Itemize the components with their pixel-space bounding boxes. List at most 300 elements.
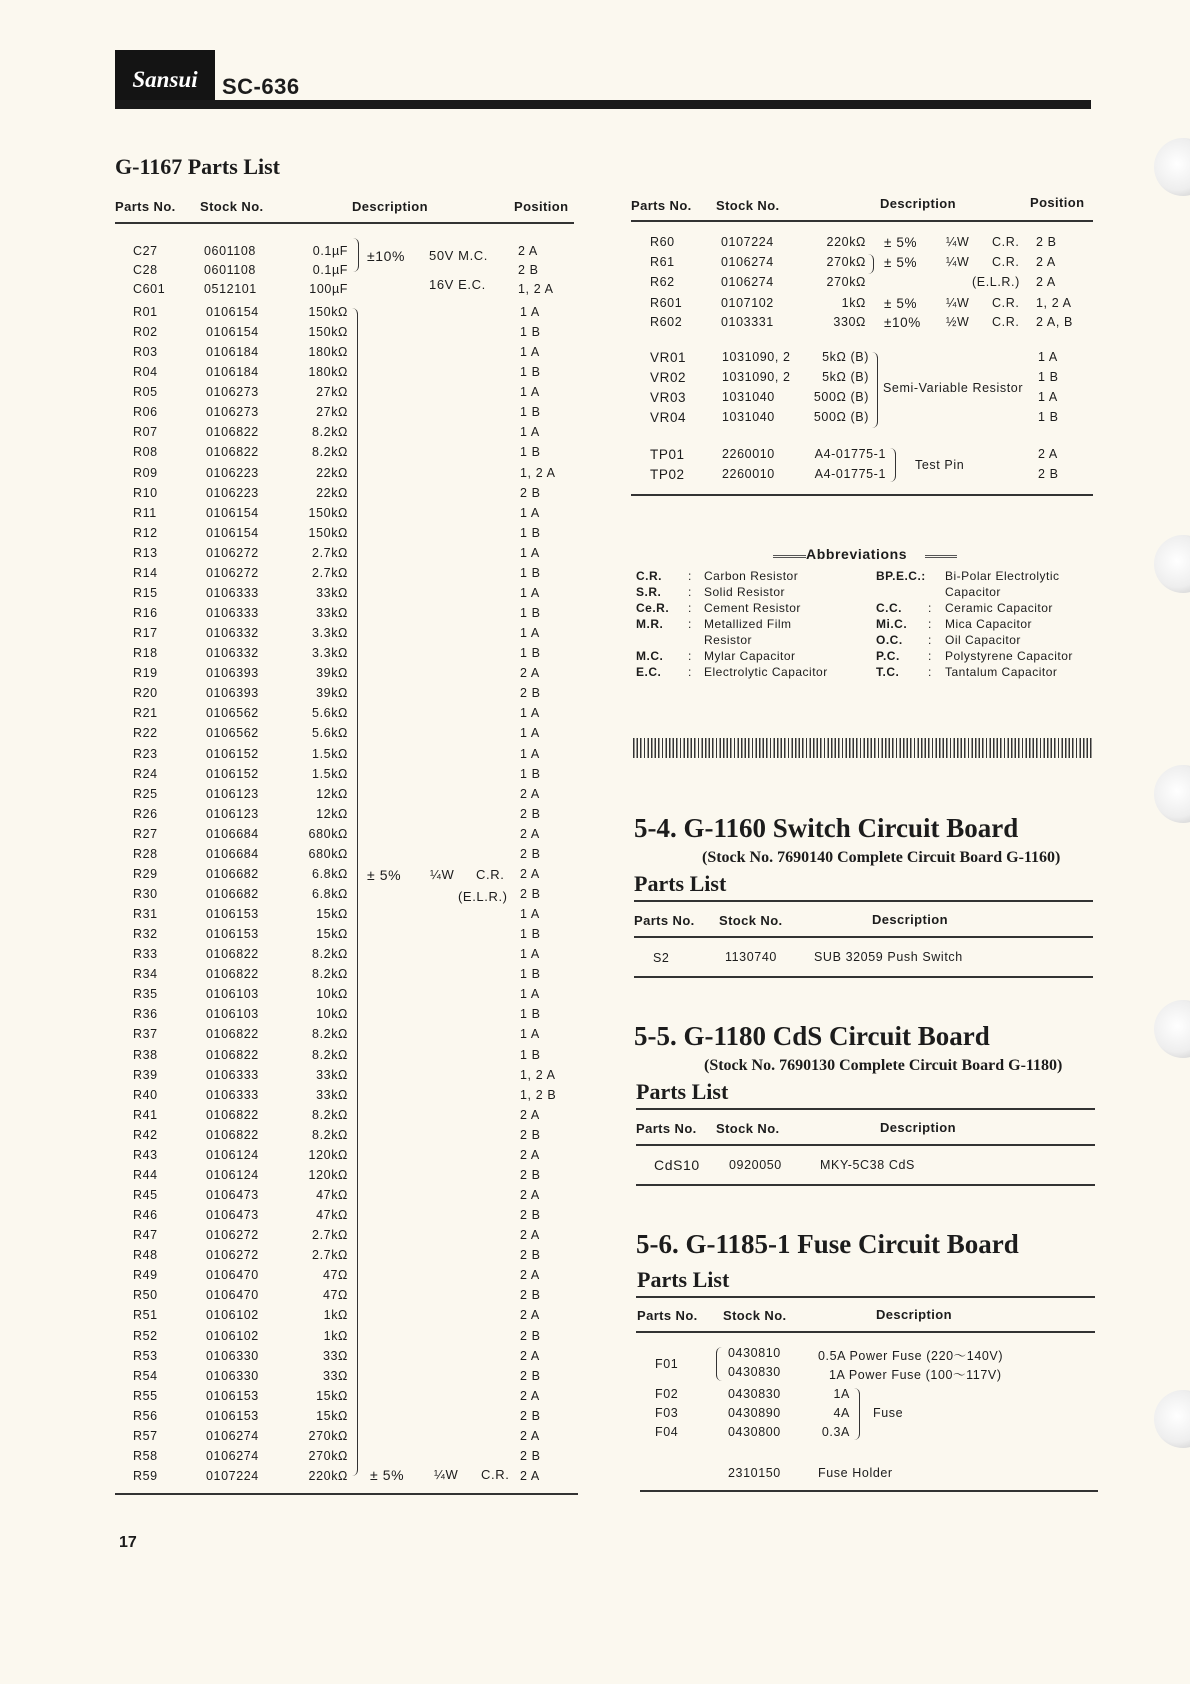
- value: 1kΩ: [323, 1329, 348, 1343]
- resistor-group-brace: [352, 308, 358, 1476]
- position: 2 B: [520, 686, 541, 700]
- stock-no: 0106822: [206, 947, 259, 961]
- part-no: R27: [133, 827, 158, 841]
- value: 33Ω: [322, 1349, 348, 1363]
- type: C.R.: [992, 235, 1020, 249]
- table-rule: [636, 1296, 1095, 1298]
- wattage: ¼W: [946, 235, 970, 249]
- value: 8.2kΩ: [312, 1048, 348, 1062]
- s55-desc: MKY-5C38 CdS: [820, 1158, 915, 1172]
- s56-title: 5-6. G-1185-1 Fuse Circuit Board: [636, 1229, 1019, 1259]
- res-group-elr: (E.L.R.): [458, 889, 508, 904]
- part-no: R52: [133, 1329, 158, 1343]
- part-no: R01: [133, 305, 158, 319]
- stock-no: 0106102: [206, 1329, 259, 1343]
- table-rule: [636, 1331, 1095, 1333]
- wattage: ¼W: [946, 296, 970, 310]
- stock-no: 0106273: [206, 385, 259, 399]
- value: 39kΩ: [316, 686, 348, 700]
- stock-no: 0106272: [206, 546, 259, 560]
- tolerance: ± 5%: [884, 235, 918, 250]
- value: 6.8kΩ: [312, 887, 348, 901]
- type: C.R.: [992, 315, 1020, 329]
- abbr-text: Ceramic Capacitor: [945, 601, 1053, 615]
- stock-no: 0106123: [206, 787, 259, 801]
- value: 150kΩ: [308, 506, 348, 520]
- value: 33kΩ: [316, 606, 348, 620]
- stock-no: 0106822: [206, 1128, 259, 1142]
- stock-no: 0106272: [206, 566, 259, 580]
- stock-no: 0106274: [206, 1449, 259, 1463]
- abbr-code: S.R.: [636, 585, 662, 599]
- part-no: R18: [133, 646, 158, 660]
- abbr-colon: :: [688, 649, 692, 663]
- part-no: C27: [133, 244, 158, 258]
- abbr-colon: :: [928, 665, 932, 679]
- s55-col-parts-no: Parts No.: [636, 1121, 697, 1136]
- value: 39kΩ: [316, 666, 348, 680]
- s54-col-description: Description: [872, 912, 948, 927]
- stock-no: 0106332: [206, 646, 259, 660]
- part-no: R47: [133, 1228, 158, 1242]
- col-description: Description: [352, 199, 428, 214]
- position: 1 B: [520, 927, 541, 941]
- fuse-brace: [854, 1388, 860, 1440]
- abbr-code: O.C.: [876, 633, 903, 647]
- value: 15kΩ: [316, 907, 348, 921]
- part-no: TP01: [650, 447, 685, 462]
- s56-col-parts-no: Parts No.: [637, 1308, 698, 1323]
- value: 220kΩ: [826, 235, 866, 249]
- value: 8.2kΩ: [312, 1027, 348, 1041]
- value: 8.2kΩ: [312, 425, 348, 439]
- part-no: R32: [133, 927, 158, 941]
- value: 1kΩ: [323, 1308, 348, 1322]
- position: 1 B: [1038, 410, 1059, 424]
- position: 2 B: [520, 1449, 541, 1463]
- part-no: R24: [133, 767, 158, 781]
- r61-r62-brace: [868, 254, 874, 274]
- value: A4-01775-1: [814, 467, 886, 481]
- position: 2 B: [520, 1128, 541, 1142]
- part-no: R28: [133, 847, 158, 861]
- stock-no: 0103331: [721, 315, 774, 329]
- value: 150kΩ: [308, 305, 348, 319]
- value: 5kΩ (B): [822, 370, 869, 384]
- stock-no: 0430830: [728, 1387, 781, 1401]
- stock-no: 0106470: [206, 1268, 259, 1282]
- stock-no: 0106682: [206, 867, 259, 881]
- abbr-text: Cement Resistor: [704, 601, 801, 615]
- stock-no: 0106333: [206, 606, 259, 620]
- stock-no: 0106103: [206, 987, 259, 1001]
- stock-no: 0107224: [721, 235, 774, 249]
- position: 1, 2 A: [518, 282, 554, 296]
- position: 2 A: [520, 787, 540, 801]
- rt-col-position: Position: [1030, 195, 1085, 210]
- holder-stock: 2310150: [728, 1466, 781, 1480]
- value: 27kΩ: [316, 405, 348, 419]
- position: 1 A: [520, 747, 540, 761]
- value: 1.5kΩ: [312, 747, 348, 761]
- value: 47kΩ: [316, 1188, 348, 1202]
- part-no: R60: [650, 235, 675, 249]
- part-no: R50: [133, 1288, 158, 1302]
- sansui-logo: Sansui: [115, 50, 215, 100]
- f01-stock-2: 0430830: [728, 1365, 781, 1379]
- position: 1, 2 A: [520, 1068, 556, 1082]
- part-no: R48: [133, 1248, 158, 1262]
- wattage: ¼W: [946, 255, 970, 269]
- position: 1 B: [520, 1007, 541, 1021]
- position: 2 B: [518, 263, 539, 277]
- r59-type: C.R.: [481, 1467, 510, 1482]
- f01-desc-1: 0.5A Power Fuse (220～140V): [818, 1349, 1004, 1363]
- page-number: 17: [119, 1534, 137, 1551]
- abbr-code: C.R.: [636, 569, 662, 583]
- s55-stock: 0920050: [729, 1158, 782, 1172]
- f01-part: F01: [655, 1357, 679, 1371]
- stock-no: 1031090, 2: [722, 350, 791, 364]
- r59-tolerance: ± 5%: [370, 1467, 405, 1483]
- table-rule: [631, 220, 1093, 222]
- table-rule: [636, 1184, 1095, 1186]
- value: 150kΩ: [308, 325, 348, 339]
- part-no: TP02: [650, 467, 685, 482]
- stock-no: 0106184: [206, 345, 259, 359]
- value: 270kΩ: [826, 255, 866, 269]
- part-no: R59: [133, 1469, 158, 1483]
- stock-no: 2260010: [722, 467, 775, 481]
- stock-no: 0106154: [206, 325, 259, 339]
- value: 150kΩ: [308, 526, 348, 540]
- value: 2.7kΩ: [312, 1248, 348, 1262]
- value: 2.7kΩ: [312, 566, 348, 580]
- value: 2.7kΩ: [312, 1228, 348, 1242]
- stock-no: 0106272: [206, 1228, 259, 1242]
- position: 2 B: [520, 1288, 541, 1302]
- stock-no: 0106822: [206, 1048, 259, 1062]
- res-group-wattage: ¼W: [430, 867, 455, 882]
- s54-stock: 1130740: [725, 950, 777, 964]
- part-no: R39: [133, 1068, 158, 1082]
- position: 2 A: [520, 1349, 540, 1363]
- part-no: R29: [133, 867, 158, 881]
- s54-title: 5-4. G-1160 Switch Circuit Board: [634, 813, 1019, 843]
- part-no: R15: [133, 586, 158, 600]
- abbr-text: Tantalum Capacitor: [945, 665, 1058, 679]
- abbr-deco-right: [925, 555, 957, 558]
- abbr-code: M.C.: [636, 649, 664, 663]
- stock-no: 0106333: [206, 1088, 259, 1102]
- abbr-colon: :: [688, 585, 692, 599]
- abbr-deco-left: [773, 555, 806, 558]
- stock-no: 0430800: [728, 1425, 781, 1439]
- position: 1 A: [520, 345, 540, 359]
- fuse-description: Fuse: [873, 1406, 904, 1420]
- stock-no: 0106223: [206, 486, 259, 500]
- value: 270kΩ: [308, 1429, 348, 1443]
- part-no: R20: [133, 686, 158, 700]
- s56-col-stock-no: Stock No.: [723, 1308, 787, 1323]
- value: 270kΩ: [308, 1449, 348, 1463]
- res-group-type: C.R.: [476, 867, 505, 882]
- position: 2 A: [1038, 447, 1058, 461]
- position: 1, 2 A: [520, 466, 556, 480]
- r59-wattage: ¼W: [434, 1467, 459, 1482]
- abbr-text: Carbon Resistor: [704, 569, 799, 583]
- position: 1 A: [520, 425, 540, 439]
- position: 2 B: [1038, 467, 1059, 481]
- s56-parts-list: Parts List: [637, 1267, 730, 1292]
- abbr-colon: :: [928, 617, 932, 631]
- position: 1 B: [520, 767, 541, 781]
- value: 1A: [833, 1387, 850, 1401]
- part-no: R58: [133, 1449, 158, 1463]
- abbr-code: BP.E.C.:: [876, 569, 926, 583]
- abbr-colon: :: [688, 617, 692, 631]
- stock-no: 0106153: [206, 1389, 259, 1403]
- part-no: R05: [133, 385, 158, 399]
- stock-no: 0106274: [721, 275, 774, 289]
- position: 1 B: [520, 646, 541, 660]
- stock-no: 0106274: [206, 1429, 259, 1443]
- part-no: R62: [650, 275, 675, 289]
- table-rule: [634, 936, 1093, 938]
- stock-no: 0106152: [206, 747, 259, 761]
- part-no: R03: [133, 345, 158, 359]
- position: 2 B: [520, 1168, 541, 1182]
- value: 120kΩ: [308, 1168, 348, 1182]
- value: 5kΩ (B): [822, 350, 869, 364]
- position: 1 A: [520, 586, 540, 600]
- abbr-colon: :: [688, 601, 692, 615]
- s54-desc: SUB 32059 Push Switch: [814, 950, 963, 964]
- part-no: R07: [133, 425, 158, 439]
- part-no: R42: [133, 1128, 158, 1142]
- position: 2 B: [520, 807, 541, 821]
- abbr-colon: :: [688, 569, 692, 583]
- table-rule: [115, 1493, 578, 1495]
- type: C.R.: [992, 296, 1020, 310]
- position: 2 B: [520, 847, 541, 861]
- position: 2 B: [520, 1369, 541, 1383]
- caps-brace: [352, 238, 359, 272]
- value: 22kΩ: [316, 486, 348, 500]
- col-position: Position: [514, 199, 569, 214]
- abbr-code: E.C.: [636, 665, 662, 679]
- value: 330Ω: [833, 315, 866, 329]
- value: 5.6kΩ: [312, 706, 348, 720]
- s55-part: CdS10: [654, 1157, 700, 1173]
- value: 12kΩ: [316, 787, 348, 801]
- position: 2 B: [520, 1409, 541, 1423]
- part-no: R10: [133, 486, 158, 500]
- value: A4-01775-1: [814, 447, 886, 461]
- part-no: R22: [133, 726, 158, 740]
- position: 2 A: [520, 1188, 540, 1202]
- value: 500Ω (B): [813, 410, 869, 424]
- value: 500Ω (B): [813, 390, 869, 404]
- position: 2 A: [520, 1148, 540, 1162]
- value: 15kΩ: [316, 1409, 348, 1423]
- tolerance: ± 5%: [884, 255, 918, 270]
- position: 1 B: [520, 325, 541, 339]
- stock-no: 0106123: [206, 807, 259, 821]
- position: 1 A: [520, 546, 540, 560]
- stock-no: 0106272: [206, 1248, 259, 1262]
- g1167-title: G-1167 Parts List: [115, 154, 280, 179]
- value: 10kΩ: [316, 1007, 348, 1021]
- abbr-text: Resistor: [704, 633, 753, 647]
- part-no: R53: [133, 1349, 158, 1363]
- position: 1 A: [520, 907, 540, 921]
- abbr-code: T.C.: [876, 665, 900, 679]
- position: 2 B: [520, 1248, 541, 1262]
- header-bar: [115, 100, 1091, 109]
- position: 1 B: [520, 365, 541, 379]
- s54-col-stock-no: Stock No.: [719, 913, 783, 928]
- stock-no: 0106822: [206, 1108, 259, 1122]
- part-no: R55: [133, 1389, 158, 1403]
- abbr-code: C.C.: [876, 601, 902, 615]
- part-no: R09: [133, 466, 158, 480]
- holder-desc: Fuse Holder: [818, 1466, 893, 1480]
- value: 8.2kΩ: [312, 1128, 348, 1142]
- part-no: R44: [133, 1168, 158, 1182]
- position: 1 A: [520, 385, 540, 399]
- table-rule: [636, 1144, 1095, 1146]
- abbr-text: Capacitor: [945, 585, 1001, 599]
- col-parts-no: Parts No.: [115, 199, 176, 214]
- value: 47Ω: [322, 1268, 348, 1282]
- s55-col-stock-no: Stock No.: [716, 1121, 780, 1136]
- s54-col-parts-no: Parts No.: [634, 913, 695, 928]
- position: 1 B: [520, 405, 541, 419]
- value: 6.8kΩ: [312, 867, 348, 881]
- abbr-text: Mica Capacitor: [945, 617, 1033, 631]
- position: 1 A: [520, 1027, 540, 1041]
- part-no: R14: [133, 566, 158, 580]
- stock-no: 0106153: [206, 927, 259, 941]
- part-no: R12: [133, 526, 158, 540]
- part-no: R17: [133, 626, 158, 640]
- value: 22kΩ: [316, 466, 348, 480]
- position: 2 A, B: [1036, 315, 1073, 329]
- part-no: VR03: [650, 390, 687, 405]
- position: 2 A: [520, 1429, 540, 1443]
- stock-no: 0106330: [206, 1349, 259, 1363]
- value: 33Ω: [322, 1369, 348, 1383]
- position: 1 A: [520, 506, 540, 520]
- stock-no: 0106154: [206, 526, 259, 540]
- part-no: R06: [133, 405, 158, 419]
- abbr-colon: :: [928, 633, 932, 647]
- stock-no: 0106393: [206, 666, 259, 680]
- vr-brace: [872, 352, 878, 428]
- position: 1 A: [520, 706, 540, 720]
- abbr-text: Polystyrene Capacitor: [945, 649, 1073, 663]
- stock-no: 0106124: [206, 1148, 259, 1162]
- position: 1 A: [520, 947, 540, 961]
- table-rule: [115, 222, 574, 224]
- tp-description: Test Pin: [915, 458, 965, 472]
- tp-brace: [890, 448, 896, 482]
- caps-tolerance: ±10%: [367, 248, 406, 264]
- abbr-colon: :: [928, 649, 932, 663]
- value: 2.7kΩ: [312, 546, 348, 560]
- f01-brace: [716, 1347, 723, 1381]
- stock-no: 0601108: [204, 244, 256, 258]
- stock-no: 0106473: [206, 1208, 259, 1222]
- type: (E.L.R.): [972, 275, 1020, 289]
- value: 0.1µF: [312, 263, 348, 277]
- stock-no: 0106153: [206, 1409, 259, 1423]
- stock-no: 1031040: [722, 410, 775, 424]
- type: C.R.: [992, 255, 1020, 269]
- s56-col-description: Description: [876, 1307, 952, 1322]
- abbr-colon: :: [688, 665, 692, 679]
- part-no: R61: [650, 255, 675, 269]
- value: 0.1µF: [312, 244, 348, 258]
- position: 2 A: [520, 1389, 540, 1403]
- part-no: C28: [133, 263, 158, 277]
- part-no: R46: [133, 1208, 158, 1222]
- position: 1 A: [520, 305, 540, 319]
- part-no: R54: [133, 1369, 158, 1383]
- part-no: R30: [133, 887, 158, 901]
- part-no: R25: [133, 787, 158, 801]
- stock-no: 0106124: [206, 1168, 259, 1182]
- part-no: R602: [650, 315, 683, 329]
- part-no: R04: [133, 365, 158, 379]
- abbr-text: Solid Resistor: [704, 585, 786, 599]
- position: 1 A: [520, 987, 540, 1001]
- value: 0.3A: [821, 1425, 850, 1439]
- part-no: C601: [133, 282, 166, 296]
- position: 2 A: [1036, 255, 1056, 269]
- stock-no: 0106822: [206, 967, 259, 981]
- value: 100µF: [309, 282, 348, 296]
- stock-no: 0106333: [206, 586, 259, 600]
- part-no: R36: [133, 1007, 158, 1021]
- position: 1 B: [520, 1048, 541, 1062]
- s54-parts-list: Parts List: [634, 871, 727, 896]
- position: 1 B: [520, 445, 541, 459]
- position: 1 A: [1038, 390, 1058, 404]
- stock-no: 0106223: [206, 466, 259, 480]
- value: 8.2kΩ: [312, 1108, 348, 1122]
- value: 4A: [833, 1406, 850, 1420]
- part-no: F03: [655, 1406, 679, 1420]
- value: 10kΩ: [316, 987, 348, 1001]
- stock-no: 0106684: [206, 827, 259, 841]
- position: 2 B: [520, 486, 541, 500]
- abbr-text: Electrolytic Capacitor: [704, 665, 828, 679]
- part-no: R26: [133, 807, 158, 821]
- part-no: R08: [133, 445, 158, 459]
- stock-no: 0106152: [206, 767, 259, 781]
- col-stock-no: Stock No.: [200, 199, 264, 214]
- value: 33kΩ: [316, 1088, 348, 1102]
- part-no: R41: [133, 1108, 158, 1122]
- s55-parts-list: Parts List: [636, 1079, 729, 1104]
- abbr-code: Ce.R.: [636, 601, 670, 615]
- part-no: R40: [133, 1088, 158, 1102]
- value: 15kΩ: [316, 927, 348, 941]
- part-no: R37: [133, 1027, 158, 1041]
- part-no: R45: [133, 1188, 158, 1202]
